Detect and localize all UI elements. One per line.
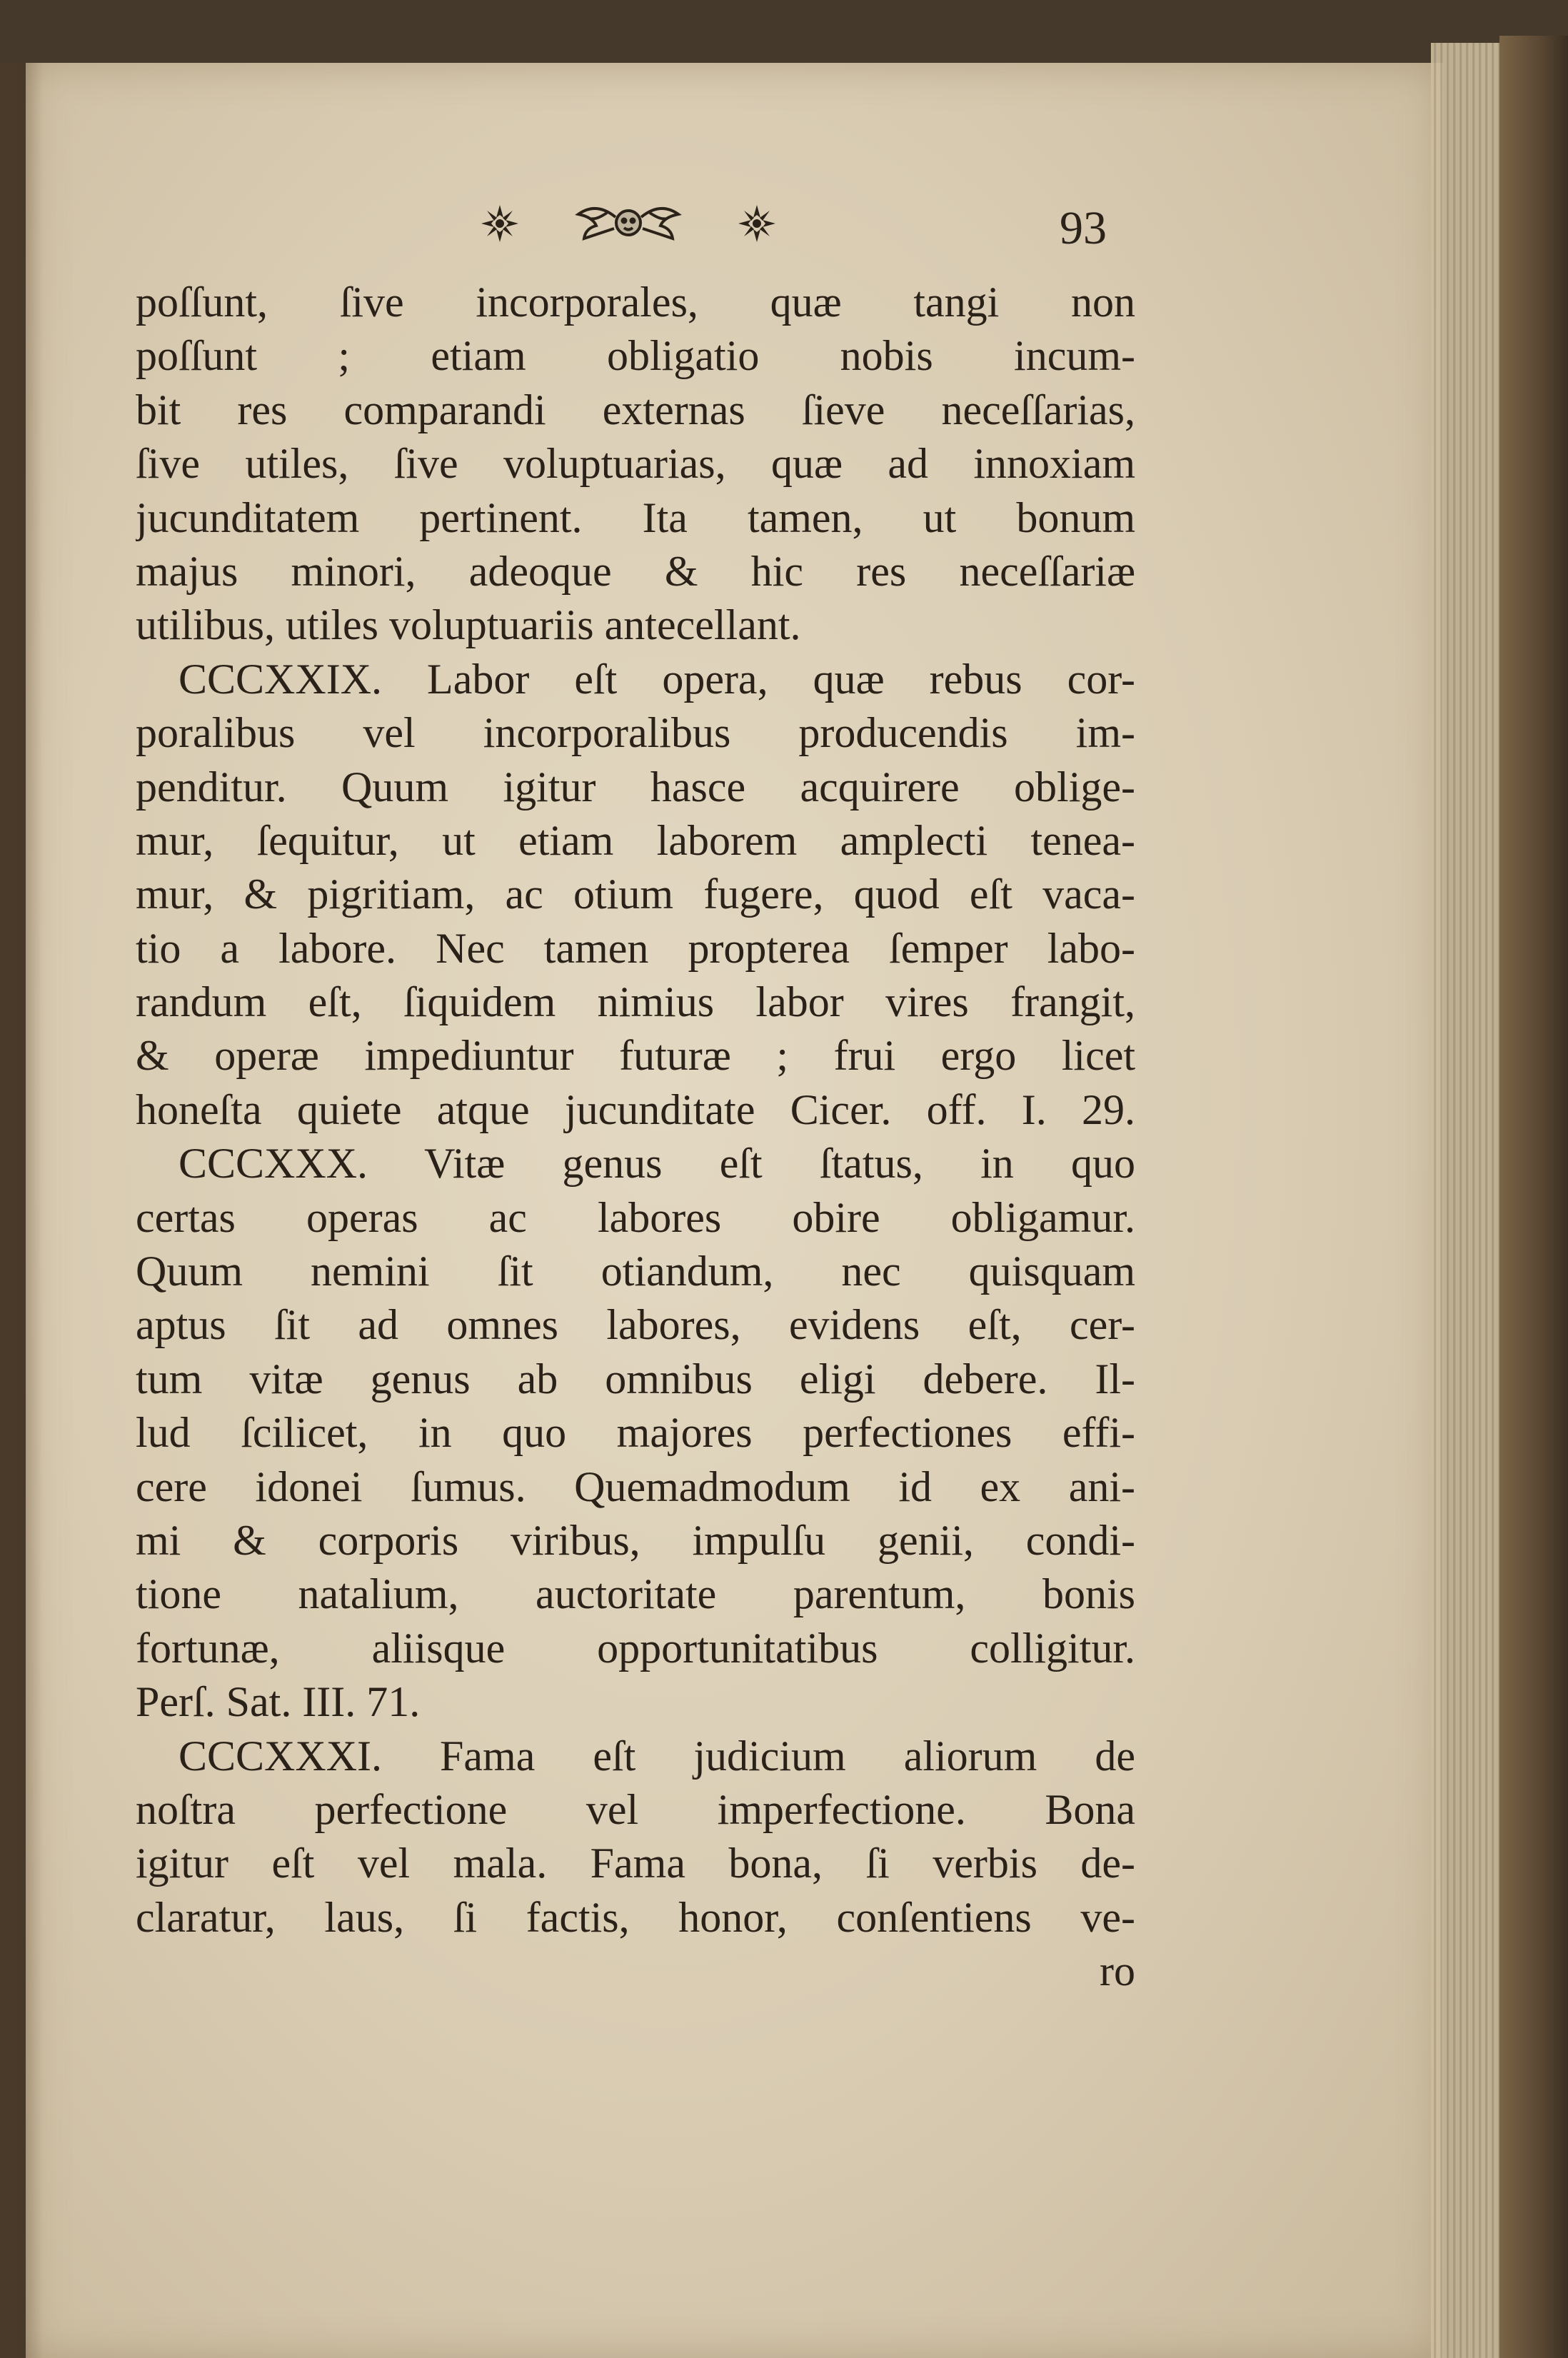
- printer-ornament-icon: [471, 191, 785, 256]
- text-line: tione natalium, auctoritate parentum, bonis: [136, 1570, 1135, 1618]
- text-line: poſſunt ; etiam obligatio nobis incum-: [136, 332, 1135, 380]
- page-number: 93: [1060, 202, 1107, 254]
- text-line: igitur eſt vel mala. Fama bona, ſi verbis de-: [136, 1840, 1135, 1887]
- text-line: penditur. Quum igitur hasce acquirere oblige-: [136, 763, 1135, 811]
- text-line: CCCXXXI. Fama eſt judicium aliorum de: [179, 1732, 1135, 1780]
- text-line: honeſta quiete atque jucunditate Cicer. off. I. 29.: [136, 1085, 1135, 1133]
- text-line: fortunæ, aliisque opportunitatibus colligitur.: [136, 1624, 1135, 1672]
- text-line: aptus ſit ad omnes labores, evidens eſt, cer-: [136, 1301, 1135, 1349]
- text-line: Perſ. Sat. III. 71.: [136, 1678, 421, 1726]
- text-line: claratur, laus, ſi factis, honor, conſentiens ve-: [136, 1893, 1135, 1941]
- text-line: CCCXXX. Vitæ genus eſt ſtatus, in quo: [179, 1140, 1135, 1188]
- text-line: ro: [1100, 1947, 1135, 1995]
- text-line: mi & corporis viribus, impulſu genii, condi-: [136, 1516, 1135, 1564]
- text-line: certas operas ac labores obire obligamur.: [136, 1193, 1135, 1241]
- gutter-shadow: [0, 63, 43, 2358]
- text-line: utilibus, utiles voluptuariis antecellant.: [136, 601, 801, 649]
- text-line: cere idonei ſumus. Quemadmodum id ex ani-: [136, 1463, 1135, 1510]
- text-line: jucunditatem pertinent. Ita tamen, ut bonum: [136, 493, 1135, 541]
- text-line: noſtra perfectione vel imperfectione. Bona: [136, 1785, 1135, 1833]
- running-header: [471, 191, 1114, 256]
- text-line: tum vitæ genus ab omnibus eligi debere. Il-: [136, 1355, 1135, 1403]
- book-cover-edge: [1499, 36, 1568, 2358]
- body-text: [136, 276, 1135, 1999]
- text-line: Quum nemini ſit otiandum, nec quisquam: [136, 1248, 1135, 1295]
- text-line: lud ſcilicet, in quo majores perfectiones effi-: [136, 1409, 1135, 1457]
- text-line: CCCXXIX. Labor eſt opera, quæ rebus cor-: [179, 655, 1135, 703]
- text-line: ſive utiles, ſive voluptuarias, quæ ad innoxiam: [136, 440, 1135, 488]
- text-line: mur, & pigritiam, ac otium fugere, quod eſt vaca-: [136, 871, 1135, 918]
- text-line: tio a labore. Nec tamen propterea ſemper labo-: [136, 924, 1135, 972]
- text-line: & operæ impediuntur futuræ ; frui ergo licet: [136, 1032, 1135, 1080]
- page-stack-edge: [1431, 43, 1499, 2358]
- text-line: majus minori, adeoque & hic res neceſſariæ: [136, 547, 1135, 595]
- text-line: bit res comparandi externas ſieve neceſſarias,: [136, 386, 1135, 433]
- text-line: randum eſt, ſiquidem nimius labor vires frangit,: [136, 978, 1135, 1026]
- text-line: mur, ſequitur, ut etiam laborem amplecti tenea-: [136, 816, 1135, 864]
- text-line: poſſunt, ſive incorporales, quæ tangi non: [136, 279, 1135, 326]
- text-line: poralibus vel incorporalibus producendis im-: [136, 709, 1135, 757]
